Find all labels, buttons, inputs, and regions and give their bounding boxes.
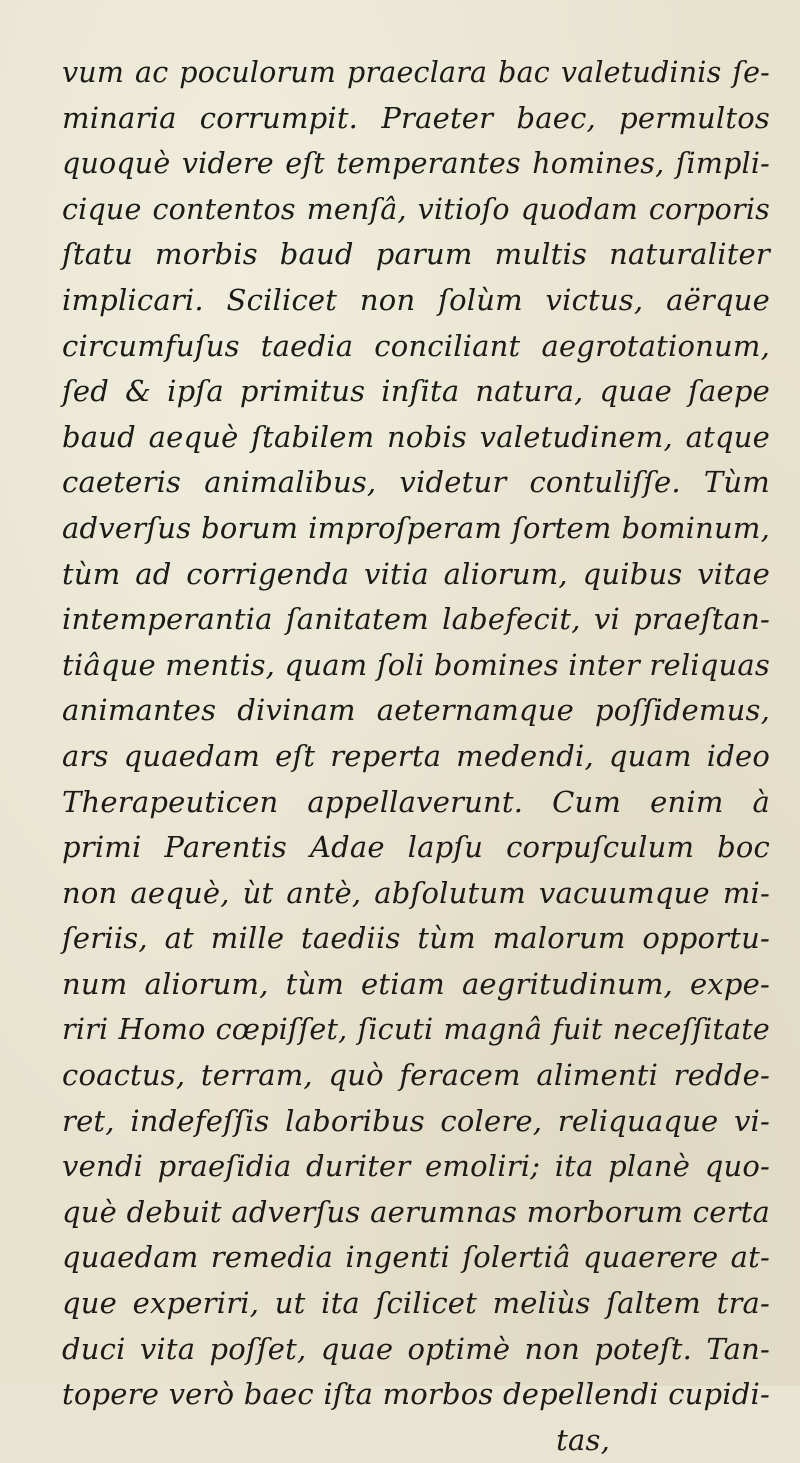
text-line: animantes divinam aeternamque poſſidemus, — [62, 693, 770, 728]
text-line: quoquè videre eſt temperantes homines, ſimpli- — [62, 147, 770, 181]
text-line: minaria corrumpit. Praeter baec, permultos — [62, 100, 770, 135]
text-line: riri Homo cœpiſſet, ſicuti magnâ fuit neceſſitate — [62, 1013, 770, 1047]
text-line: primi Parentis Adae lapſu corpuſculum boc — [62, 830, 770, 865]
text-line: baud aequè ſtabilem nobis valetudinem, atque — [62, 419, 770, 454]
text-line: caeteris animalibus, videtur contuliſſe. Tùm — [62, 465, 770, 500]
text-line: què debuit adverſus aerumnas morborum certa — [62, 1194, 770, 1229]
text-line: intemperantia ſanitatem labefecit, vi praeſtan- — [62, 602, 770, 637]
text-line: que experiri, ut ita ſcilicet meliùs ſaltem tra- — [62, 1286, 770, 1321]
text-line: tùm ad corrigenda vitia aliorum, quibus vitae — [62, 556, 770, 591]
text-line: adverſus borum improſperam ſortem bominum, — [62, 510, 770, 545]
text-line: duci vita poſſet, quae optimè non poteſt. Tan- — [62, 1331, 770, 1366]
text-line: topere verò baec iſta morbos depellendi cupidi- — [62, 1377, 770, 1412]
text-line: circumfuſus taedia conciliant aegrotationum, — [62, 328, 770, 363]
text-line: Therapeuticen appellaverunt. Cum enim à — [62, 784, 770, 819]
text-line: implicari. Scilicet non ſolùm victus, aërque — [62, 282, 770, 317]
text-line: vum ac poculorum praeclara bac valetudinis ſe- — [62, 56, 770, 89]
text-line: ſed & ipſa primitus inſita natura, quae ſaepe — [62, 374, 770, 409]
text-line: ſtatu morbis baud parum multis naturaliter — [62, 237, 770, 272]
text-line: cique contentos menſâ, vitioſo quodam corporis — [62, 192, 770, 226]
text-line: coactus, terram, quò feracem alimenti redde- — [62, 1058, 770, 1093]
text-line: ſeriis, at mille taediis tùm malorum opportu- — [62, 921, 770, 956]
text-line: num aliorum, tùm etiam aegritudinum, expe- — [62, 966, 770, 1001]
text-line: tiâque mentis, quam ſoli bomines inter reliquas — [62, 647, 770, 682]
text-line: vendi praeſidia duriter emoliri; ita planè quo- — [62, 1149, 770, 1184]
latin-text-block — [62, 50, 770, 1463]
text-line: ret, indefeſſis laboribus colere, reliquaque vi- — [62, 1103, 770, 1138]
text-line: non aequè, ùt antè, abſolutum vacuumque mi- — [62, 875, 770, 910]
text-line: ars quaedam eſt reperta medendi, quam ideo — [62, 738, 770, 773]
text-line: quaedam remedia ingenti ſolertiâ quaerere at- — [62, 1240, 770, 1275]
catchword: tas, — [556, 1422, 610, 1457]
